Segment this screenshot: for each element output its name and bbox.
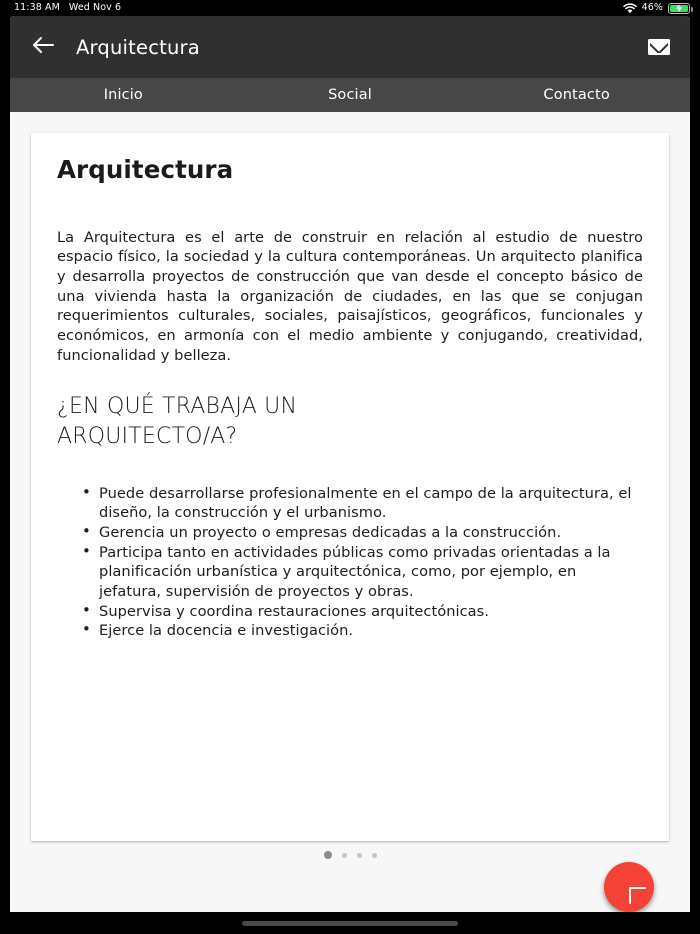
app-bar-title: Arquitectura — [76, 35, 200, 59]
page-dot-4[interactable] — [372, 853, 377, 858]
mail-icon — [648, 39, 670, 55]
page-indicator — [10, 849, 690, 861]
page-dot-1[interactable] — [324, 851, 332, 859]
list-item: • Ejerce la docencia e investigación. — [99, 621, 643, 641]
battery-charging-icon — [668, 3, 690, 14]
list-item: • Gerencia un proyecto o empresas dedicadas a la construcción. — [99, 523, 643, 543]
page-title: Arquitectura — [57, 155, 234, 184]
app-screen — [10, 16, 690, 912]
content-card — [31, 133, 669, 841]
intro-paragraph: La Arquitectura es el arte de construir en relación al estudio de nuestro espacio físico, la sociedad y la cultura contemporáneas. Un arquitecto planifica y desarrolla proyectos de construcción que van desde el concepto básico de una vivienda hasta la organización de ciudades, en las que se conjugan requerimientos culturales, sociales, paisajísticos, geográficos, funcionales y económicos, en armonía con el medio ambiente y conjugando, creatividad, funcionalidad y belleza. — [57, 228, 643, 364]
battery-percent-label: 46% — [641, 2, 663, 13]
arrow-left-icon — [31, 35, 55, 59]
list-item: • Supervisa y coordina restauraciones arquitectónicas. — [99, 602, 643, 622]
duties-list — [57, 484, 643, 642]
section-subtitle: ¿EN QUÉ TRABAJA UN ARQUITECTO/A? — [57, 393, 298, 449]
status-bar-right — [623, 0, 690, 16]
home-indicator[interactable] — [242, 921, 458, 926]
app-bar — [10, 16, 690, 78]
page-dot-3[interactable] — [357, 853, 362, 858]
tab-contacto-label: Contacto — [543, 87, 610, 103]
tab-bar — [10, 78, 690, 112]
back-button[interactable] — [28, 32, 58, 62]
status-bar — [0, 0, 700, 16]
status-bar-date: Wed Nov 6 — [68, 2, 122, 13]
page-dot-2[interactable] — [342, 853, 347, 858]
status-bar-time: 11:38 AM — [14, 2, 60, 13]
tab-social-label: Social — [328, 87, 372, 103]
add-button[interactable] — [604, 862, 654, 912]
tab-social[interactable] — [237, 78, 464, 112]
tab-inicio[interactable] — [10, 78, 237, 112]
wifi-icon — [623, 3, 637, 14]
list-item: • Participa tanto en actividades públicas como privadas orientadas a la planificación urbanística y arquitectónica, como, por ejemplo, en jefatura, supervisión de proyectos y obras. — [99, 543, 643, 602]
home-bar — [0, 912, 700, 934]
status-bar-left — [14, 0, 121, 16]
mail-button[interactable] — [642, 30, 676, 64]
tab-contacto[interactable] — [463, 78, 690, 112]
list-item: • Puede desarrollarse profesionalmente en el campo de la arquitectura, el diseño, la construcción y el urbanismo. — [99, 484, 643, 523]
tab-inicio-label: Inicio — [103, 87, 143, 103]
